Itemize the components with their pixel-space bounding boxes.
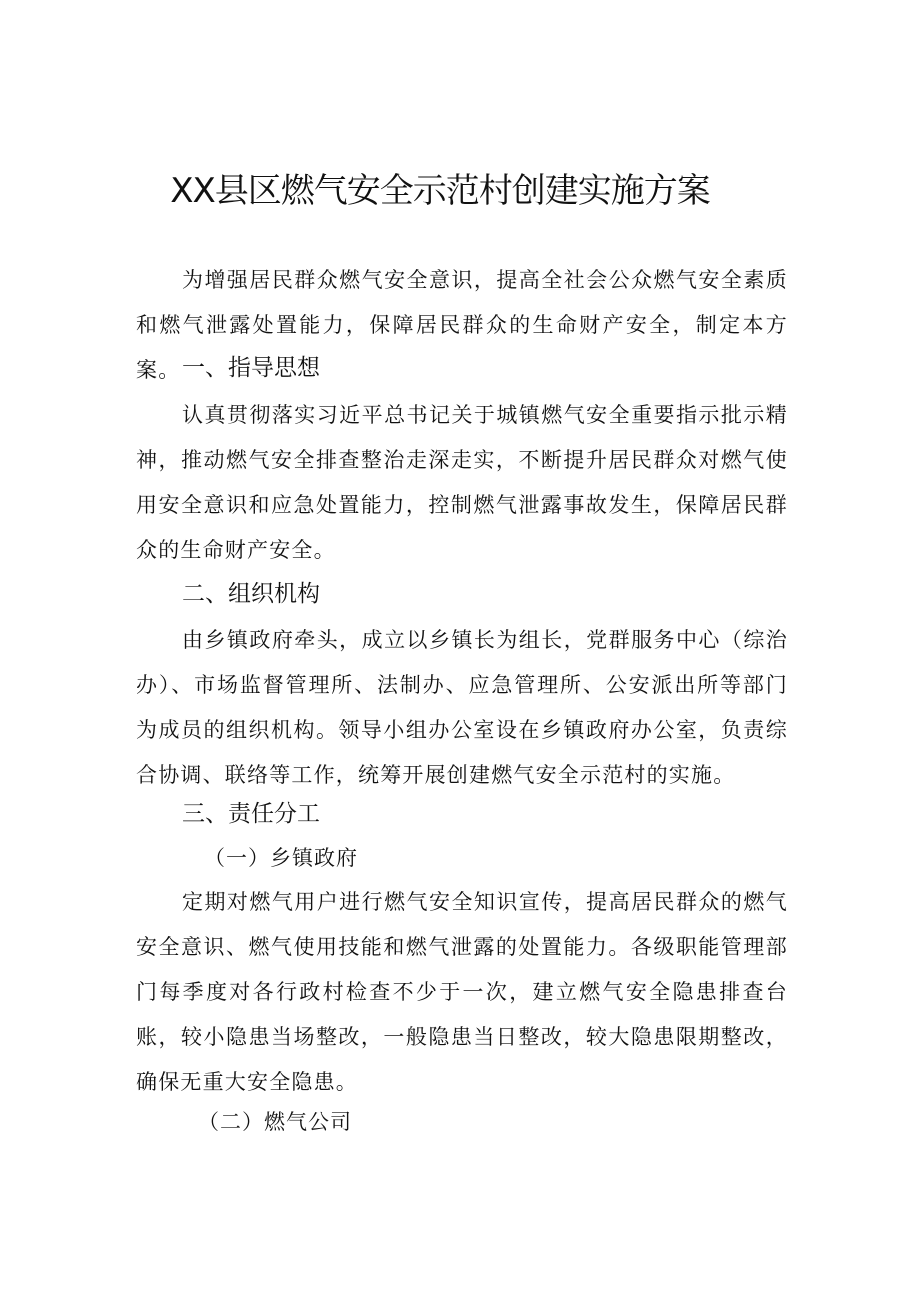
document-title: XX县区燃气安全示范村创建实施方案 [170, 171, 710, 211]
subsection-body-township-government: 定期对燃气用户进行燃气安全知识宣传，提高居民群众的燃气安全意识、燃气使用技能和燃气泄露的处置能力。各级职能管理部门每季度对各行政村检查不少于一次，建立燃气安全隐患排查台账，较小隐患当场整改，一般隐患当日整改，较大隐患限期整改，确保无重大安全隐患。 [136, 890, 788, 1094]
intro-paragraph: 为增强居民群众燃气安全意识，提高全社会公众燃气安全素质和燃气泄露处置能力，保障居民群众的生命财产安全，制定本方案。 [136, 268, 788, 382]
section-body-guiding-ideology: 认真贯彻落实习近平总书记关于城镇燃气安全重要指示批示精神，推动燃气安全排查整治走深走实，不断提升居民群众对燃气使用安全意识和应急处置能力，控制燃气泄露事故发生，保障居民群众的生命财产安全。 [136, 403, 788, 562]
section-heading-responsibilities: 三、责任分工 [182, 801, 320, 827]
section-heading-organization: 二、组织机构 [182, 581, 320, 607]
section-heading-guiding-ideology: 一、指导思想 [182, 355, 320, 381]
subsection-heading-township-government: （一）乡镇政府 [204, 846, 358, 870]
section-body-organization: 由乡镇政府牵头，成立以乡镇长为组长，党群服务中心（综治办）、市场监督管理所、法制办、应急管理所、公安派出所等部门为成员的组织机构。领导小组办公室设在乡镇政府办公室，负责综合协调、联络等工作，统筹开展创建燃气安全示范村的实施。 [136, 628, 788, 787]
subsection-heading-gas-company: （二）燃气公司 [198, 1110, 352, 1134]
